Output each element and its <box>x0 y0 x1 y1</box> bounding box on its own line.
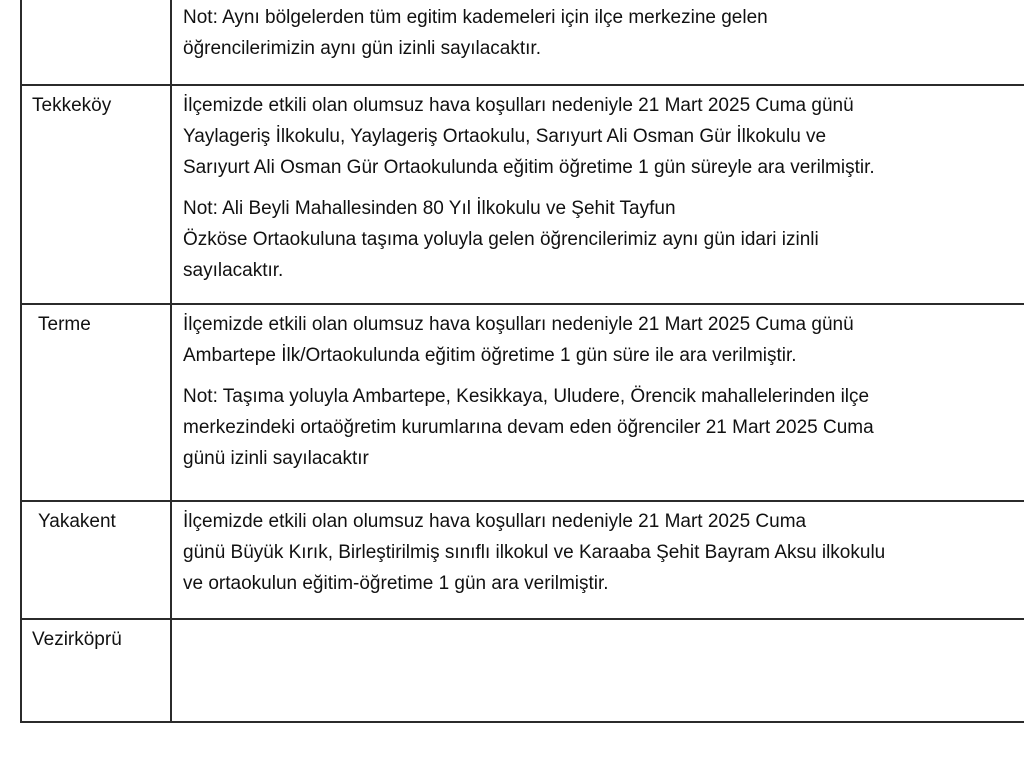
table-row <box>21 501 1024 619</box>
announcement-paragraph: İlçemizde etkili olan olumsuz hava koşulları nedeniyle 21 Mart 2025 Cuma günü Ambartepe İlk/Ortaokulunda eğitim öğretime 1 gün süre ile ara verilmiştir. <box>183 314 854 366</box>
announcement-cell <box>171 619 1024 722</box>
announcement-cell <box>171 304 1024 501</box>
announcement-paragraph: İlçemizde etkili olan olumsuz hava koşulları nedeniyle 21 Mart 2025 Cuma günü Yaylageriş İlkokulu, Yaylageriş Ortaokulu, Sarıyurt Ali Osman Gür İlkokulu ve Sarıyurt Ali Osman Gür Ortaokulunda eğitim öğretime 1 gün süreyle ara verilmiştir. <box>183 95 875 178</box>
district-cell <box>21 0 171 85</box>
table-row <box>21 85 1024 304</box>
announcement-cell <box>171 501 1024 619</box>
table-row <box>21 619 1024 722</box>
district-cell: Terme <box>21 304 171 501</box>
district-cell: Yakakent <box>21 501 171 619</box>
closure-table <box>20 0 1024 723</box>
note-paragraph: Not: Taşıma yoluyla Ambartepe, Kesikkaya, Uludere, Örencik mahallelerinden ilçe merkezindeki ortaöğretim kurumlarına devam eden öğrenciler 21 Mart 2025 Cuma günü izinli sayılacaktır <box>183 386 874 469</box>
district-cell: Tekkeköy <box>21 85 171 304</box>
announcement-paragraph: İlçemizde etkili olan olumsuz hava koşulları nedeniyle 21 Mart 2025 Cuma günü Büyük Kırık, Birleştirilmiş sınıflı ilkokul ve Karaaba Şehit Bayram Aksu ilkokulu ve ortaokulun eğitim-öğretime 1 gün ara verilmiştir. <box>183 511 886 594</box>
table-row <box>21 0 1024 85</box>
note-paragraph: Not: Aynı bölgelerden tüm egitim kademeleri için ilçe merkezine gelen öğrencilerimizin aynı gün izinli sayılacaktır. <box>183 7 768 59</box>
announcement-cell <box>171 85 1024 304</box>
note-paragraph: Not: Ali Beyli Mahallesinden 80 Yıl İlkokulu ve Şehit Tayfun Özköse Ortaokuluna taşıma yoluyla gelen öğrencilerimiz aynı gün idari izinli sayılacaktır. <box>183 198 819 281</box>
announcement-cell <box>171 0 1024 85</box>
table-row <box>21 304 1024 501</box>
district-cell: Vezirköprü <box>21 619 171 722</box>
